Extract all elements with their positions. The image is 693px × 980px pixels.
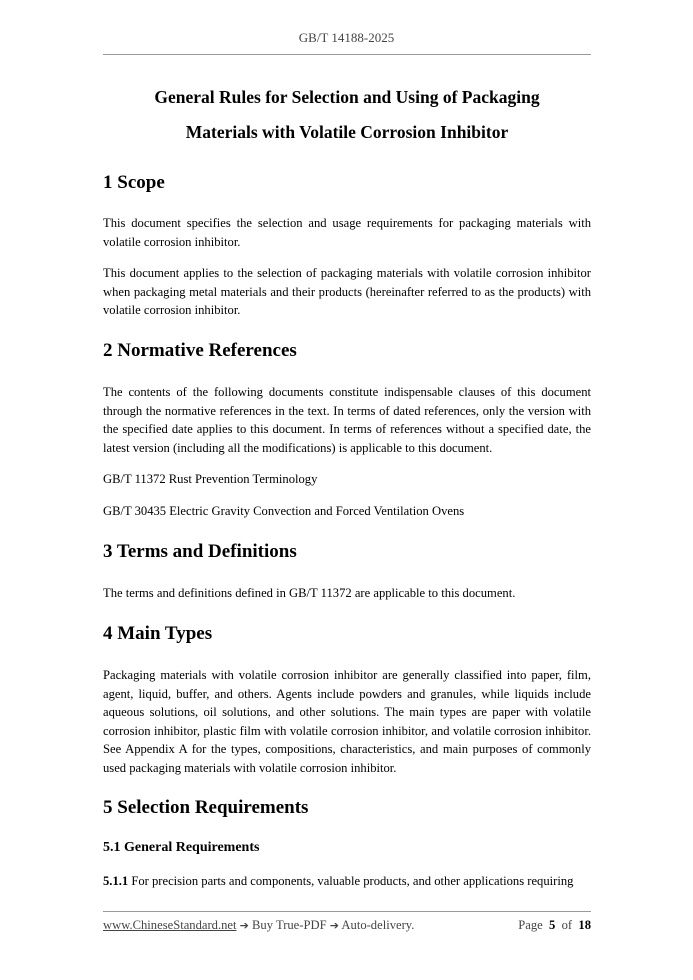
total-pages: 18 [578, 918, 591, 932]
section-heading-terms: 3 Terms and Definitions [103, 541, 297, 562]
section-heading-main-types: 4 Main Types [103, 623, 213, 644]
page-number [518, 918, 591, 933]
current-page: 5 [549, 918, 556, 932]
terms-paragraph: The terms and definitions defined in GB/T 11372 are applicable to this document. [103, 586, 516, 600]
page-of-label: of [561, 918, 573, 932]
buy-true-pdf-text: Buy True-PDF [252, 918, 327, 932]
section-heading-selection: 5 Selection Requirements [103, 797, 309, 818]
running-header: GB/T 14188-2025 [298, 30, 395, 45]
document-title-line-2: Materials with Volatile Corrosion Inhibitor [185, 122, 509, 142]
clause-number: 5.1.1 [103, 874, 129, 888]
footer-promo [103, 918, 414, 933]
site-link[interactable]: www.ChineseStandard.net [103, 918, 237, 932]
scope-paragraph-1: This document specifies the selection and usage requirements for packaging materials with volatile corrosion inhibitor. [103, 216, 591, 249]
arrow-right-icon: ➔ [239, 919, 249, 932]
auto-delivery-text: Auto-delivery. [341, 918, 415, 932]
clause-text: For precision parts and components, valuable products, and other applications requiring [131, 874, 574, 888]
scope-paragraph-2: This document applies to the selection of packaging materials with volatile corrosion inhibitor when packaging metal materials and their products (hereinafter referred to as the products) with volatile corrosion inhibitor. [103, 266, 591, 318]
arrow-right-icon: ➔ [329, 919, 339, 932]
footer-rule [103, 911, 591, 912]
section-heading-normative-references: 2 Normative References [103, 340, 297, 361]
normative-reference-2: GB/T 30435 Electric Gravity Convection and Forced Ventilation Ovens [103, 504, 465, 518]
normative-reference-1: GB/T 11372 Rust Prevention Terminology [103, 472, 318, 486]
section-heading-scope: 1 Scope [103, 172, 165, 193]
normative-paragraph: The contents of the following documents constitute indispensable clauses of this document through the normative references in the text. In terms of dated references, only the version with the specified date applies to this document. In terms of references without a specified date, the latest version (including all the modifications) is applicable to this document. [103, 385, 591, 455]
subsection-heading-general-requirements: 5.1 General Requirements [103, 840, 260, 855]
document-title-line-1: General Rules for Selection and Using of Packaging [154, 87, 540, 107]
page-label: Page [518, 918, 543, 932]
main-types-paragraph: Packaging materials with volatile corrosion inhibitor are generally classified into paper, film, agent, liquid, buffer, and others. Agents include powders and granules, while liquids include aqueous solutions, oil solutions, and other solutions. The main types are paper with volatile corrosion inhibitor, plastic film with volatile corrosion inhibitor, and volatile corrosion inhibitor. See Appendix A for the types, compositions, characteristics, and main purposes of commonly used packaging materials with volatile corrosion inhibitor. [103, 668, 591, 775]
header-rule [103, 54, 591, 55]
clause-5-1-1 [103, 872, 591, 891]
